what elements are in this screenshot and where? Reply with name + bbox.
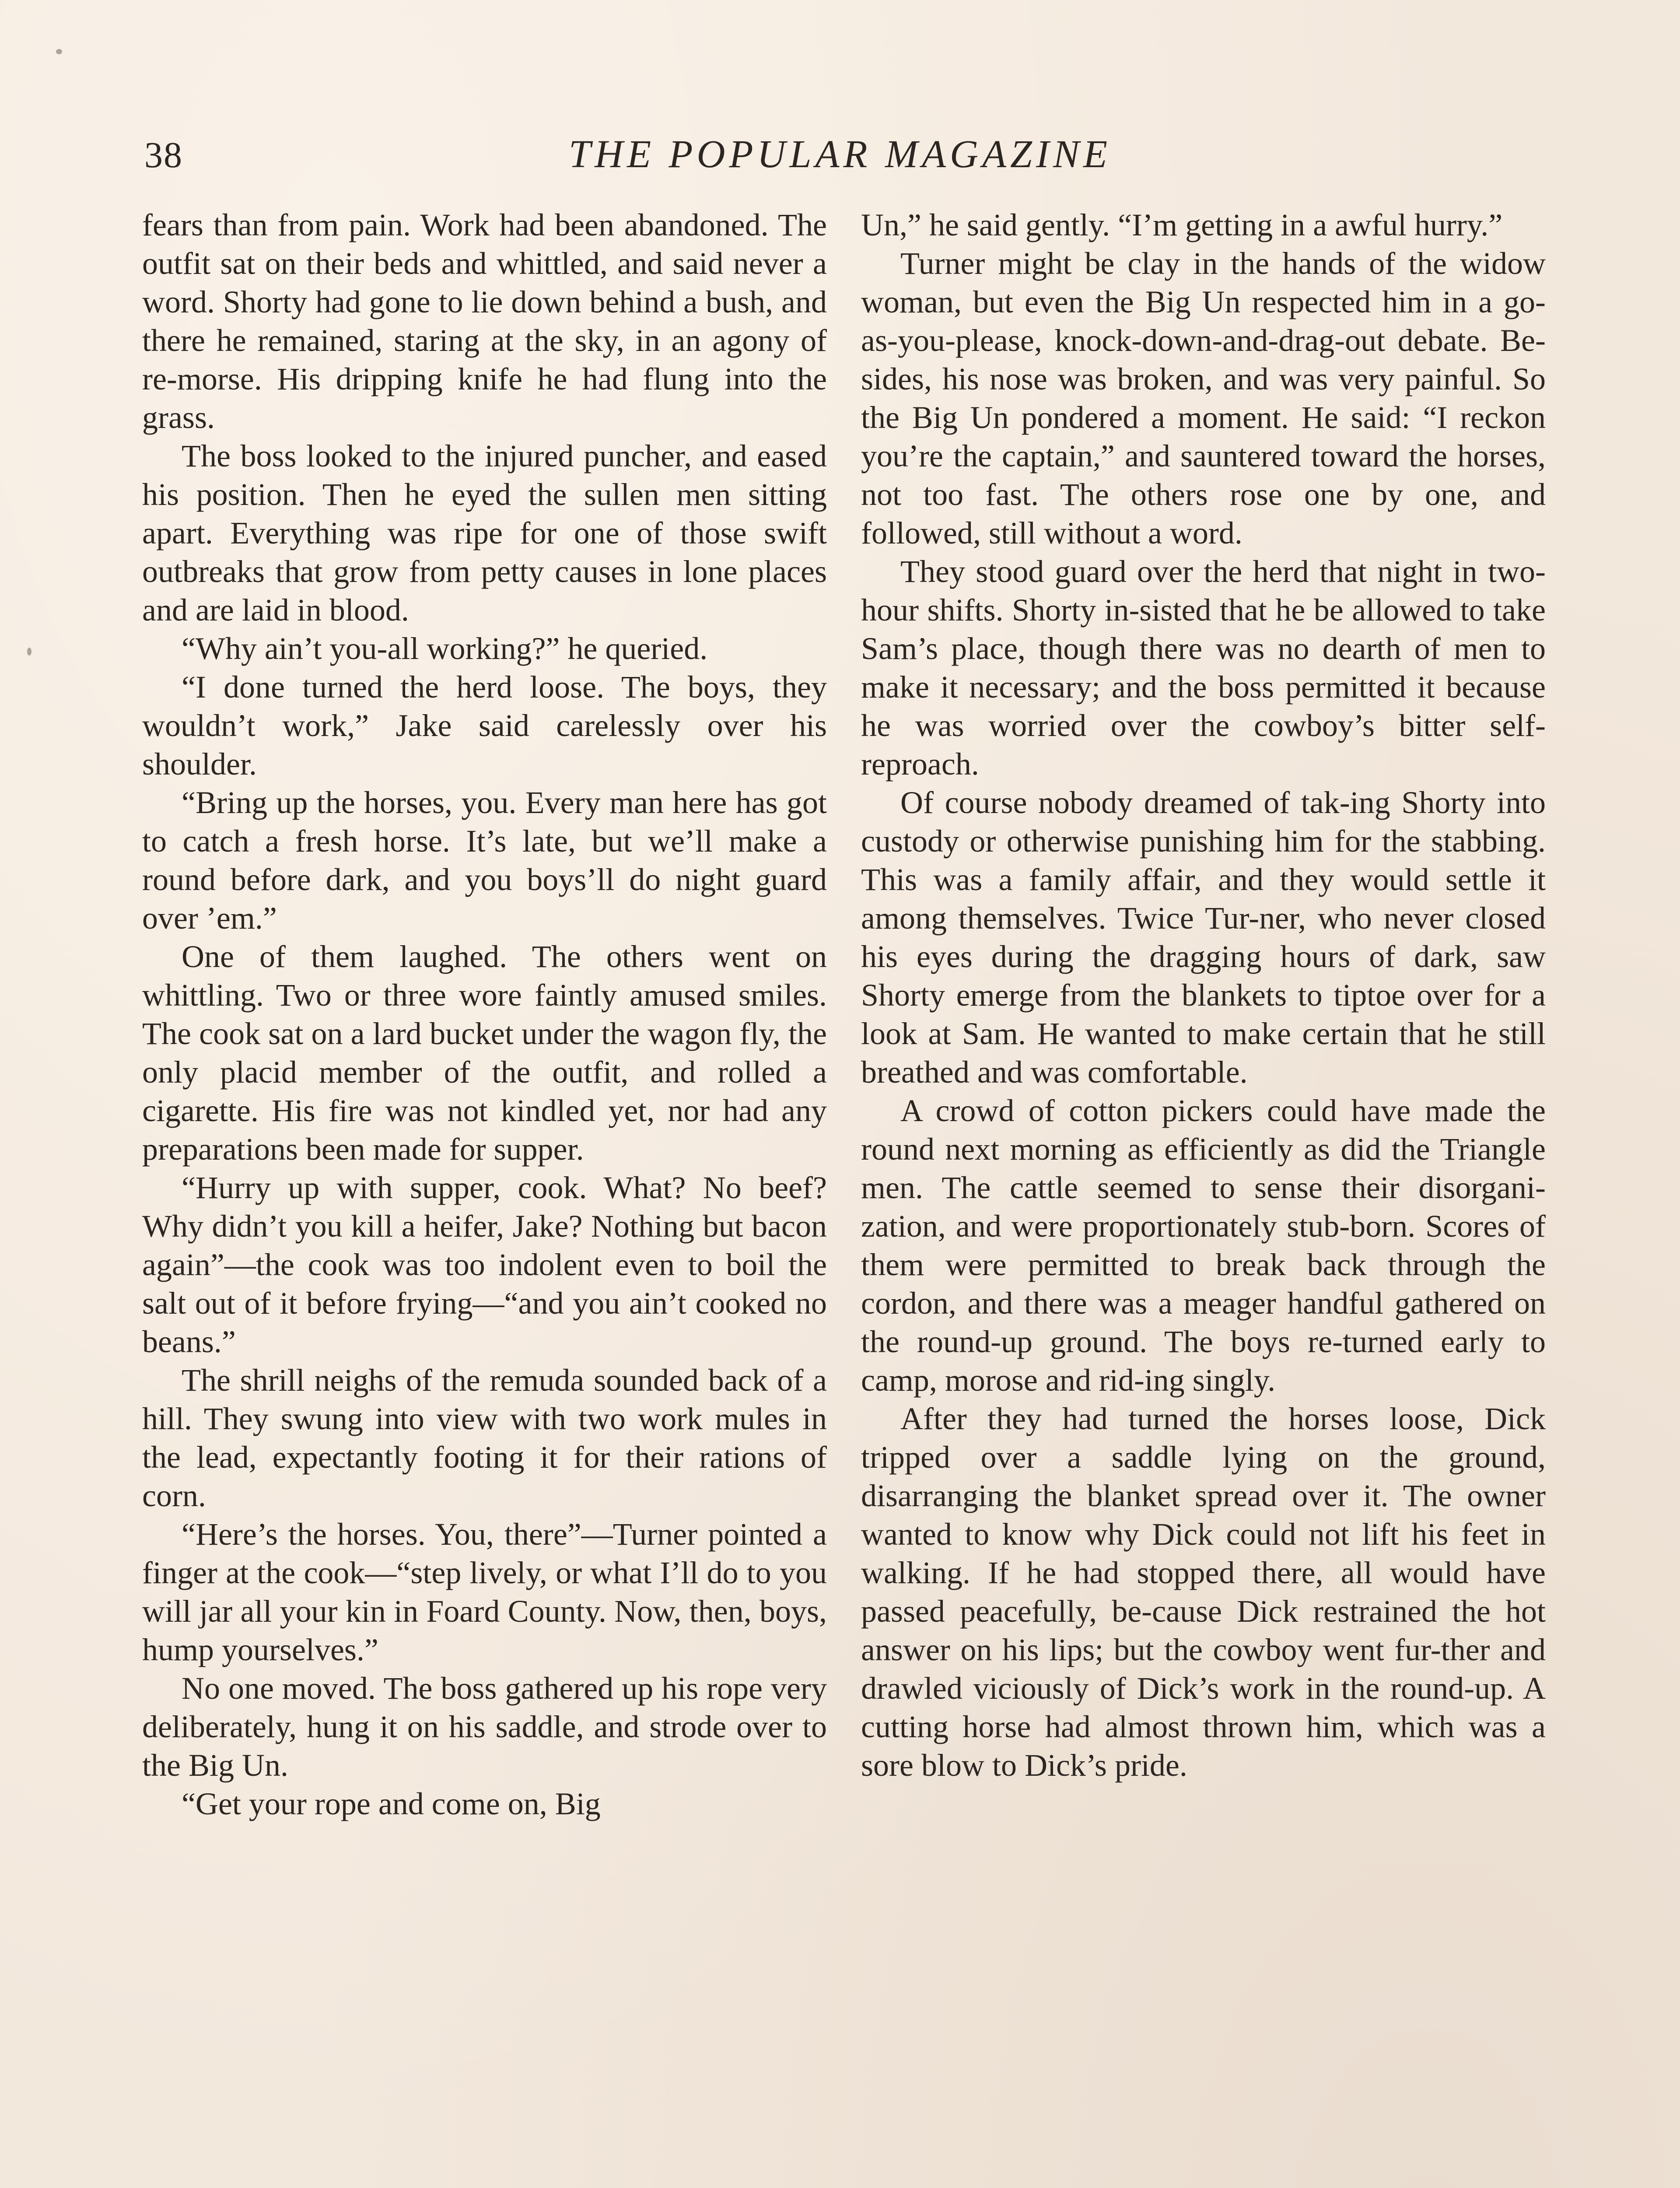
paragraph: Turner might be clay in the hands of the widow woman, but even the Big Un respected him in a go-as-you-please, knock-down-and-drag-out debate. Be-sides, his nose was broken, and was very painful. So the Big Un pondered a moment. He said: “I reckon you’re the captain,” and sauntered toward the horses, not too fast. The others rose one by one, and followed, still without a word. xyxy=(861,246,1546,551)
paragraph: The boss looked to the injured puncher, and eased his position. Then he eyed the sullen men sitting apart. Everything was ripe for one of those swift outbreaks that grow from petty causes in lone places and are laid in blood. xyxy=(142,438,827,628)
paper-speck xyxy=(56,49,62,54)
paragraph: “Bring up the horses, you. Every man here has got to catch a fresh horse. It’s late, but we’ll make a round before dark, and you boys’ll do night guard over ’em.” xyxy=(142,785,827,936)
paragraph: Un,” he said gently. “I’m getting in a awful hurry.” xyxy=(861,207,1503,242)
paragraph: “Hurry up with supper, cook. What? No beef? Why didn’t you kill a heifer, Jake? Nothing but bacon again”—the cook was too indolent even to boil the salt out of it before frying—“and you ain’t cooked no beans.” xyxy=(142,1170,827,1359)
paragraph: Of course nobody dreamed of tak-ing Shorty into custody or otherwise punishing him for the stabbing. This was a family affair, and they would settle it among themselves. Twice Tur-ner, who never closed his eyes during the dragging hours of dark, saw Shorty emerge from the blankets to tiptoe over for a look at Sam. He wanted to make certain that he still breathed and was comfortable. xyxy=(861,785,1546,1090)
left-column xyxy=(142,206,827,1823)
paragraph: “I done turned the herd loose. The boys, they wouldn’t work,” Jake said carelessly over his shoulder. xyxy=(142,670,827,782)
paragraph: “Get your rope and come on, Big xyxy=(182,1786,601,1821)
paragraph: They stood guard over the herd that night in two-hour shifts. Shorty in-sisted that he be allowed to take Sam’s place, though there was no dearth of men to make it necessary; and the boss permitted it because he was worried over the cowboy’s bitter self-reproach. xyxy=(861,554,1546,782)
paper-speck xyxy=(27,648,32,656)
running-head: THE POPULAR MAGAZINE xyxy=(569,133,1111,176)
paragraph: “Here’s the horses. You, there”—Turner pointed a finger at the cook—“step lively, or what I’ll do to you will jar all your kin in Foard County. Now, then, boys, hump yourselves.” xyxy=(142,1517,827,1667)
paragraph: A crowd of cotton pickers could have made the round next morning as efficiently as did the Triangle men. The cattle seemed to sense their disorgani-zation, and were proportionately stub-born. Scores of them were permitted to break back through the cordon, and there was a meager handful gathered on the round-up ground. The boys re-turned early to camp, morose and rid-ing singly. xyxy=(861,1093,1546,1398)
paragraph: One of them laughed. The others went on whittling. Two or three wore faintly amused smiles. The cook sat on a lard bucket under the wagon fly, the only placid member of the outfit, and rolled a cigarette. His fire was not kindled yet, nor had any preparations been made for supper. xyxy=(142,939,827,1167)
paragraph: fears than from pain. Work had been abandoned. The outfit sat on their beds and whittled, and said never a word. Shorty had gone to lie down behind a bush, and there he remained, staring at the sky, in an agony of re-morse. His dripping knife he had flung into the grass. xyxy=(142,207,827,435)
paragraph: “Why ain’t you-all working?” he queried. xyxy=(182,631,708,666)
paragraph: The shrill neighs of the remuda sounded back of a hill. They swung into view with two work mules in the lead, expectantly footing it for their rations of corn. xyxy=(142,1363,827,1513)
paragraph: No one moved. The boss gathered up his rope very deliberately, hung it on his saddle, and strode over to the Big Un. xyxy=(142,1671,827,1783)
right-column xyxy=(861,206,1546,1785)
paragraph: After they had turned the horses loose, Dick tripped over a saddle lying on the ground, disarranging the blanket spread over it. The owner wanted to know why Dick could not lift his feet in walking. If he had stopped there, all would have passed peacefully, be-cause Dick restrained the hot answer on his lips; but the cowboy went fur-ther and drawled viciously of Dick’s work in the round-up. A cutting horse had almost thrown him, which was a sore blow to Dick’s pride. xyxy=(861,1401,1546,1783)
page-number: 38 xyxy=(144,135,183,175)
